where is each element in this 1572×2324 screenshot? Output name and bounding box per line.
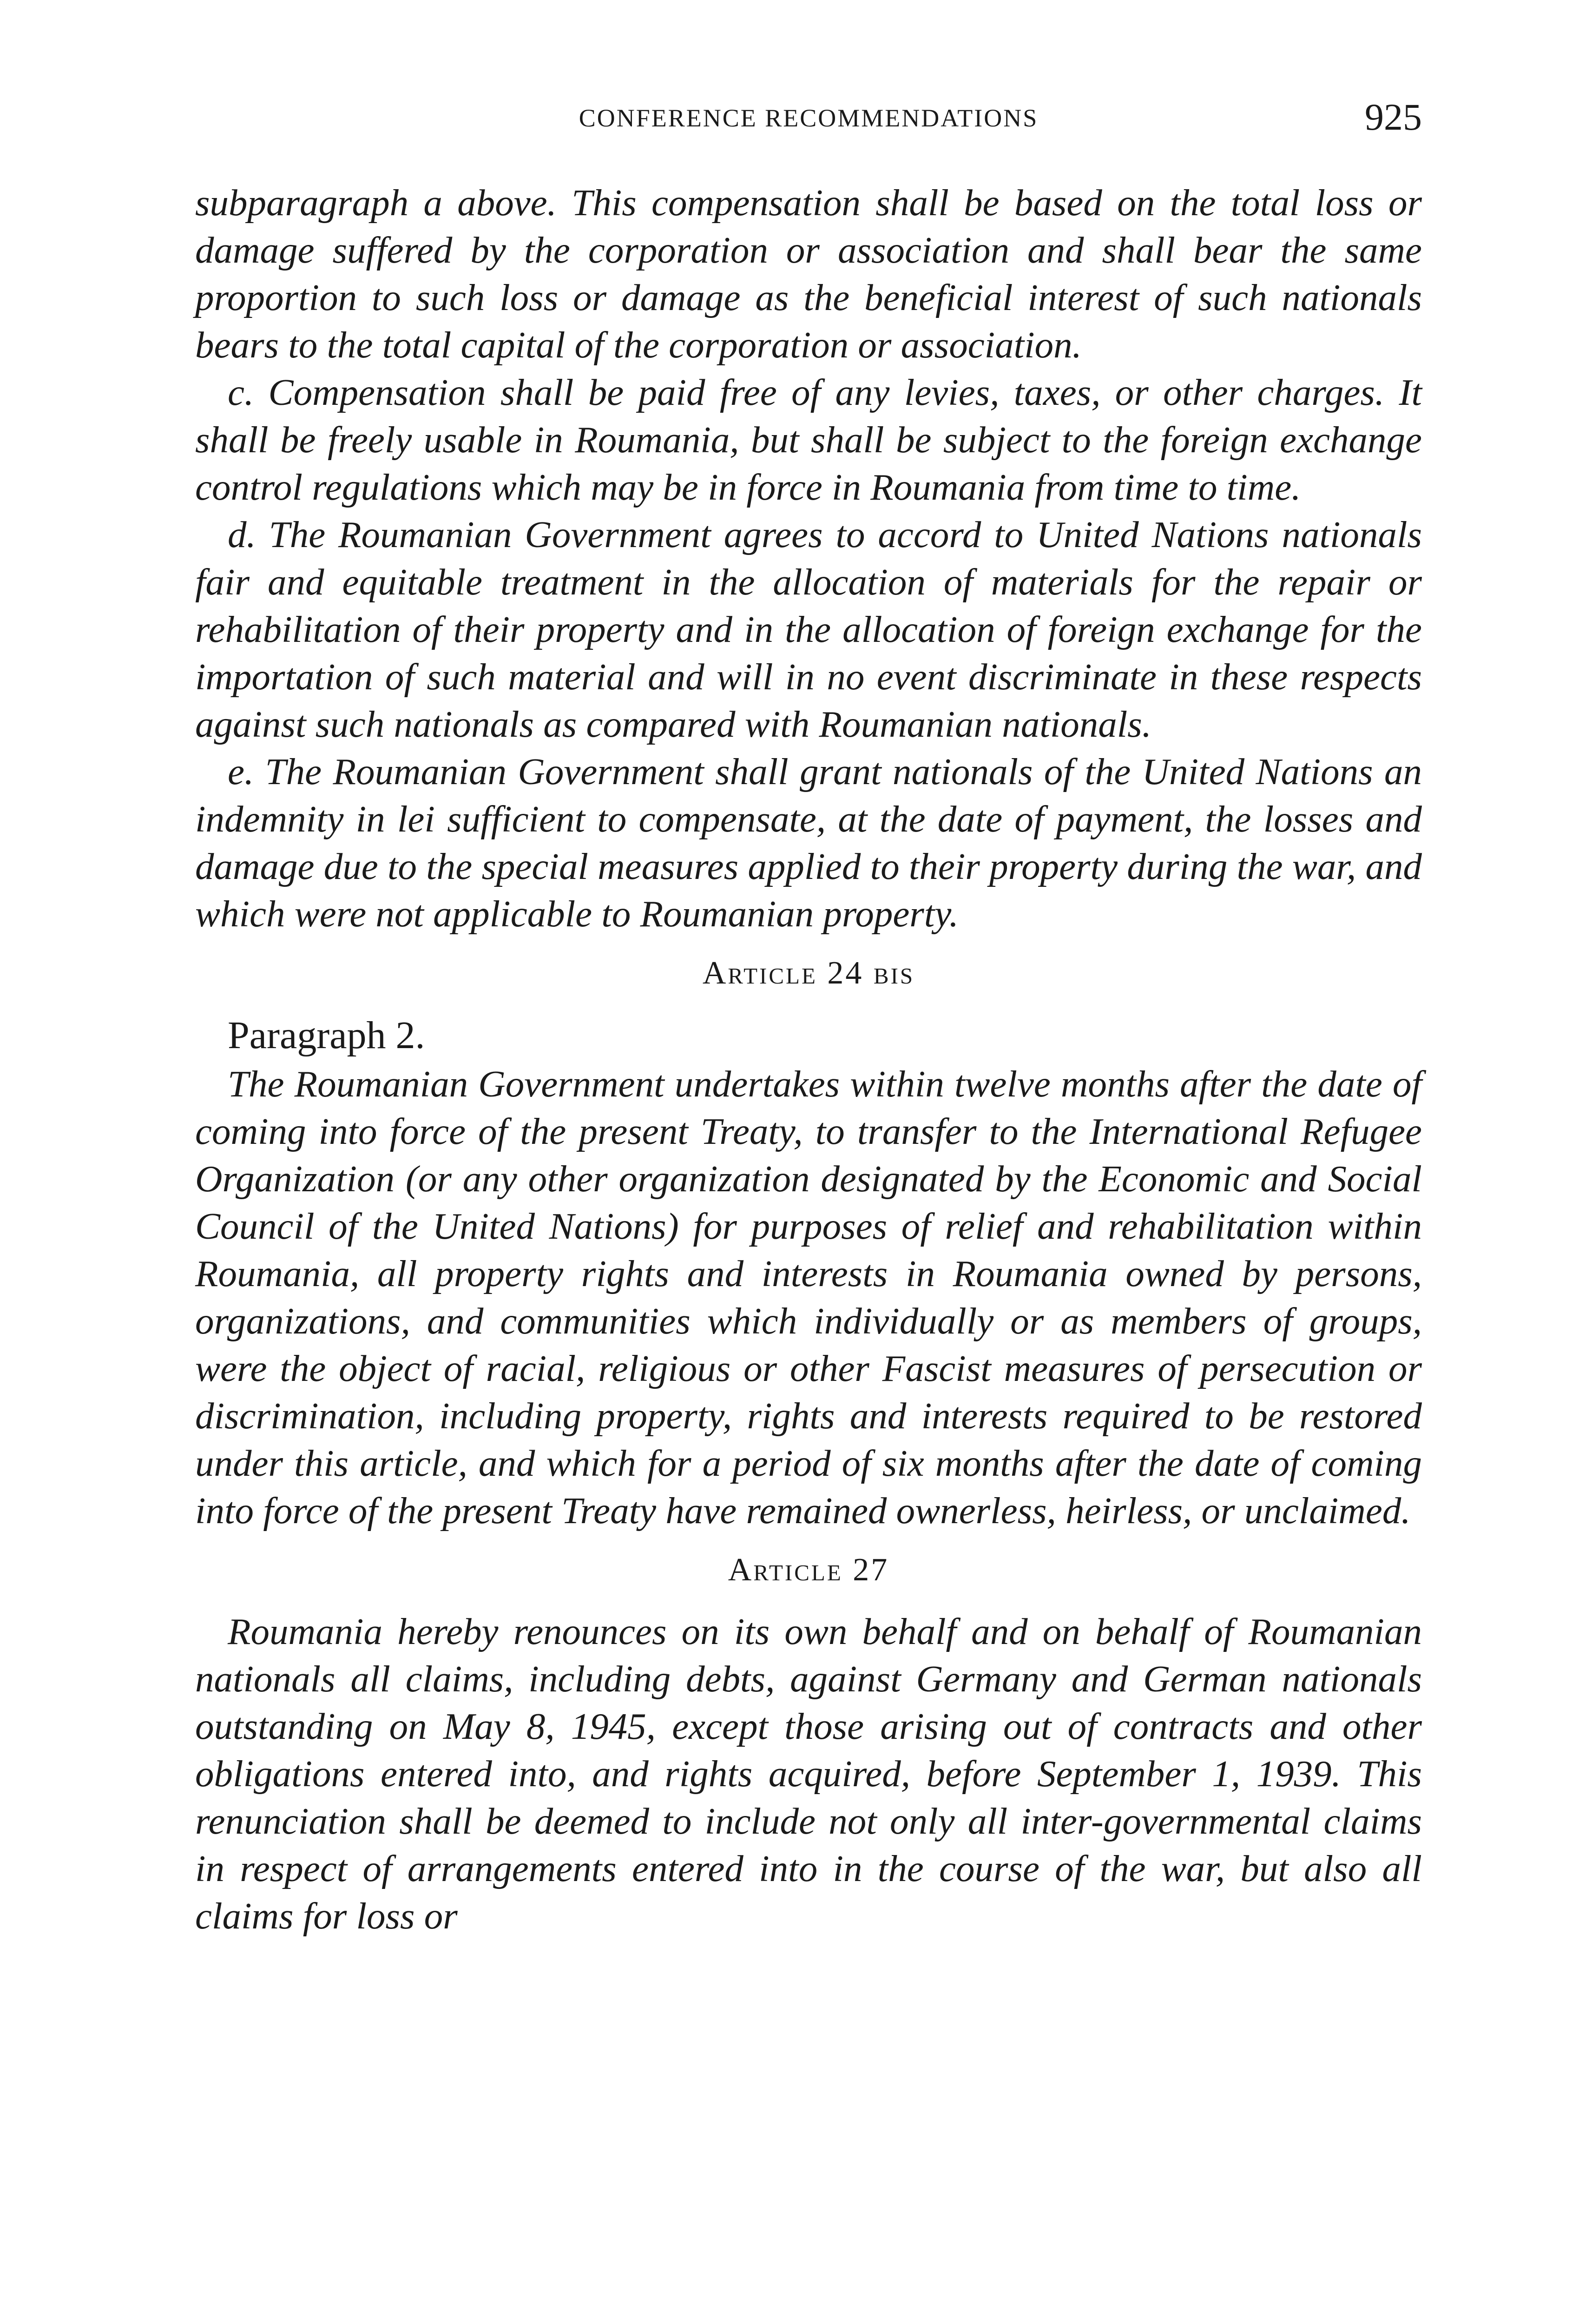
page-header — [195, 95, 1422, 151]
article-24-bis-text: The Roumanian Government undertakes within twelve months after the date of coming into force of the present Treaty, to transfer to the International Refugee Organization (or any other organization designated by the Economic and Social Council of the United Nations) for purposes of relief and rehabilitation within Roumania, all property rights and interests in Roumania owned by persons, organizations, and communities which individually or as members of groups, were the object of racial, religious or other Fascist measures of persecution or discrimination, including property, rights and interests required to be restored under this article, and which for a period of six months after the date of coming into force of the present Treaty have remained ownerless, heirless, or unclaimed. — [195, 1063, 1422, 1532]
article-27-heading: Article 27 — [728, 1552, 889, 1588]
body-text — [195, 179, 1422, 1940]
paragraph-d: d. The Roumanian Government agrees to accord to United Nations nationals fair and equitable treatment in the allocation of materials for the repair or rehabilitation of their property and in the allocation of foreign exchange for the importation of such material and will in no event discriminate in these respects against such nationals as compared with Roumanian nationals. — [195, 514, 1422, 745]
paragraph-subparagraph-continuation: subparagraph a above. This compensation shall be based on the total loss or damage suffered by the corporation or association and shall bear the same proportion to such loss or damage as the beneficial interest of such nationals bears to the total capital of the corporation or association. — [195, 182, 1422, 366]
article-27-text: Roumania hereby renounces on its own behalf and on behalf of Roumanian nationals all claims, including debts, against Germany and German nationals outstanding on May 8, 1945, except those arising out of contracts and other obligations entered into, and rights acquired, before September 1, 1939. This renunciation shall be deemed to include not only all inter-governmental claims in respect of arrangements entered into in the course of the war, but also all claims for loss or — [195, 1611, 1422, 1937]
running-head: CONFERENCE RECOMMENDATIONS — [579, 104, 1039, 132]
paragraph-e: e. The Roumanian Government shall grant nationals of the United Nations an indemnity in lei sufficient to compensate, at the date of payment, the losses and damage due to the special measures applied to their property during the war, and which were not applicable to Roumanian property. — [195, 751, 1422, 935]
paragraph-c: c. Compensation shall be paid free of any levies, taxes, or other charges. It shall be freely usable in Roumania, but shall be subject to the foreign exchange control regulations which may be in force in Roumania from time to time. — [195, 371, 1422, 508]
article-24-bis-heading: Article 24 bis — [702, 955, 915, 991]
paragraph-2-label: Paragraph 2. — [228, 1014, 425, 1057]
page-number: 925 — [1365, 96, 1422, 138]
